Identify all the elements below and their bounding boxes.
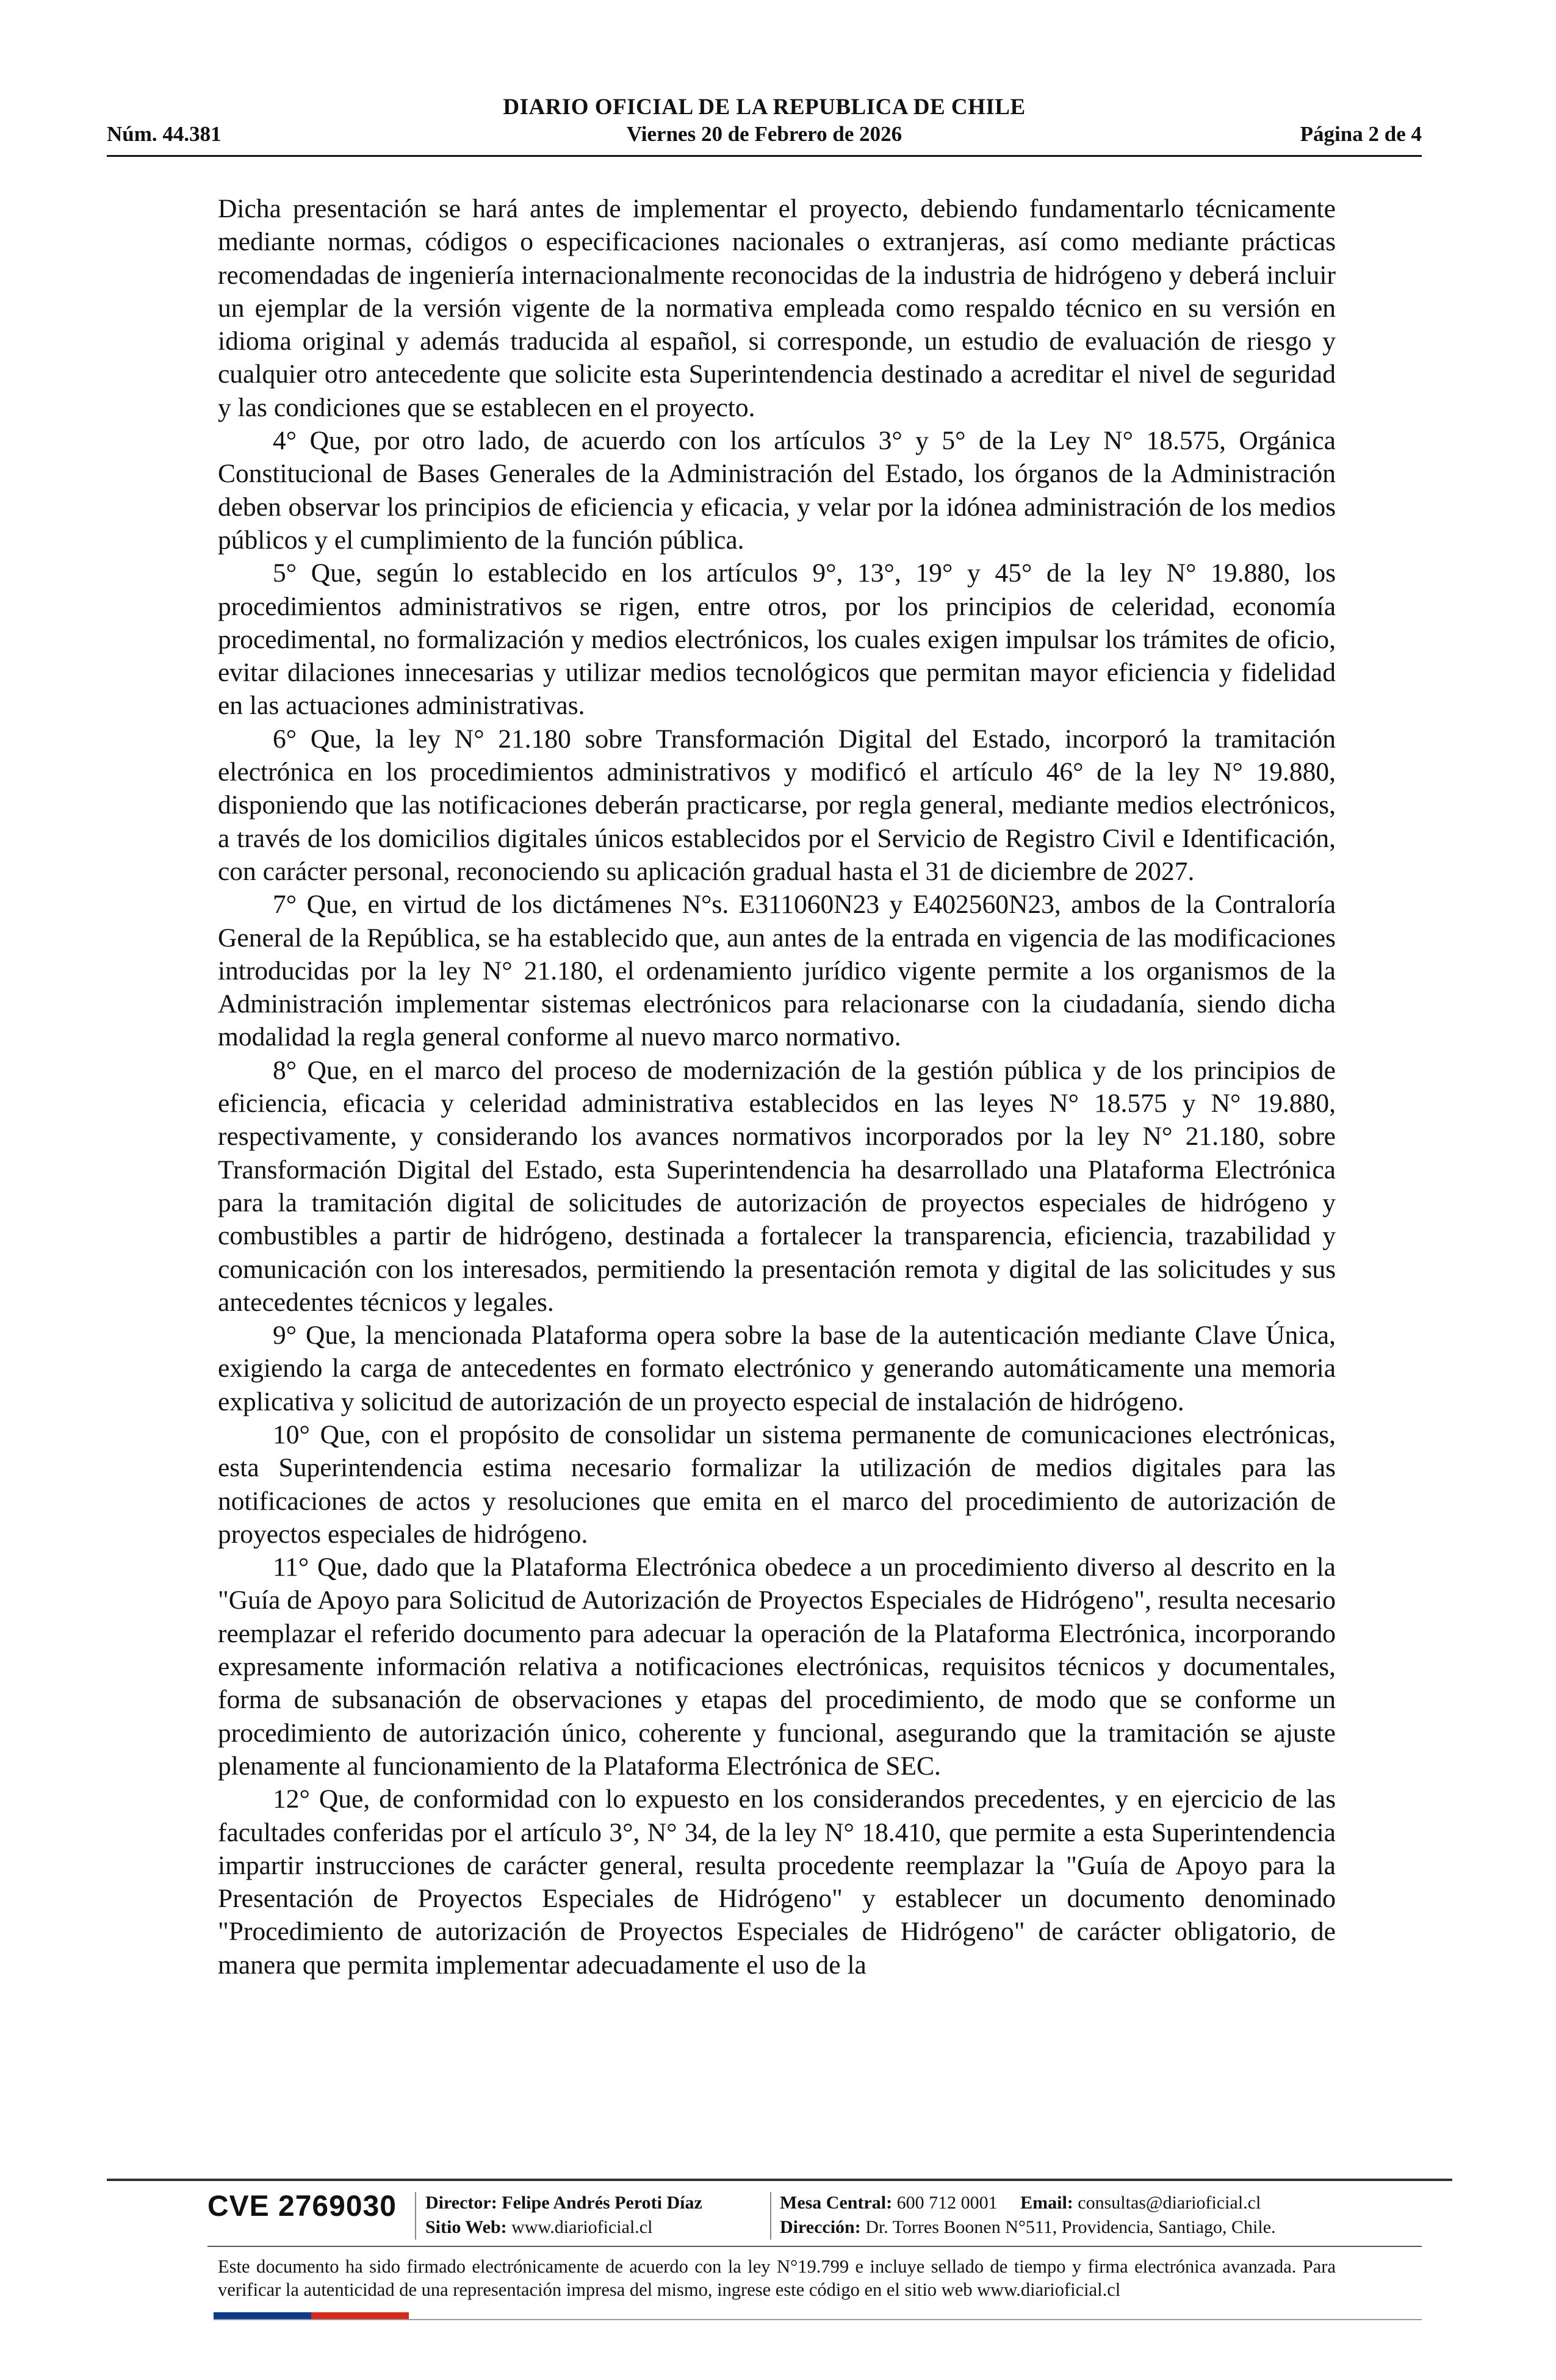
address-value: Dr. Torres Boonen N°511, Providencia, Santiago, Chile. xyxy=(865,2217,1276,2237)
footer-divider-bottom xyxy=(214,2319,1422,2320)
paragraph-4: 4° Que, por otro lado, de acuerdo con los artículos 3° y 5° de la Ley N° 18.575, Orgánica Constitucional de Bases Generales de la Administración del Estado, los órganos de la Administración deben observar los principios de eficiencia y eficacia, y velar por la idónea administración de los medios públicos y el cumplimiento de la función pública. xyxy=(218,426,1336,555)
paragraph-5: 5° Que, según lo establecido en los artículos 9°, 13°, 19° y 45° de la ley N° 19.880, los procedimientos administrativos se rigen, entre otros, por los principios de celeridad, economía procedimental, no formalización y medios electrónicos, los cuales exigen impulsar los trámites de oficio, evitar dilaciones innecesarias y utilizar medios tecnológicos que permitan mayor eficiencia y fidelidad en las actuaciones administrativas. xyxy=(218,558,1336,721)
director-label: Director: xyxy=(425,2193,497,2213)
paragraph-continuation: Dicha presentación se hará antes de implementar el proyecto, debiendo fundamentarlo técnicamente mediante normas, códigos o especificaciones nacionales o extranjeras, así como mediante prácticas recomendadas de ingeniería internacionalmente reconocidas de la industria de hidrógeno y deberá incluir un ejemplar de la versión vigente de la normativa empleada como respaldo técnico en su versión en idioma original y además traducida al español, si corresponde, un estudio de evaluación de riesgo y cualquier otro antecedente que solicite esta Superintendencia destinado a acreditar el nivel de seguridad y las condiciones que se establecen en el proyecto. xyxy=(218,194,1336,422)
footer-director-block xyxy=(425,2191,702,2240)
page-number: Página 2 de 4 xyxy=(1300,122,1422,146)
page-header xyxy=(107,92,1422,157)
signature-disclaimer: Este documento ha sido firmado electrónicamente de acuerdo con la ley N°19.799 e incluye sellado de tiempo y firma electrónica avanzada. Para verificar la autenticidad de una representación impresa del mismo, ingrese este código en el sitio web www.diarioficial.cl xyxy=(218,2256,1336,2300)
footer-divider-top xyxy=(107,2179,1452,2181)
email-label: Email: xyxy=(1020,2193,1073,2213)
footer-separator xyxy=(770,2192,771,2240)
mesa-central-phone: 600 712 0001 xyxy=(896,2193,998,2213)
footer-contact-block xyxy=(780,2191,1276,2240)
mesa-central-label: Mesa Central: xyxy=(780,2193,893,2213)
paragraph-9: 9° Que, la mencionada Plataforma opera sobre la base de la autenticación mediante Clave Única, exigiendo la carga de antecedentes en formato electrónico y generando automáticamente una memoria explicativa y solicitud de autorización de un proyecto especial de instalación de hidrógeno. xyxy=(218,1321,1336,1416)
address-label: Dirección: xyxy=(780,2217,861,2237)
paragraph-6: 6° Que, la ley N° 21.180 sobre Transformación Digital del Estado, incorporó la tramitación electrónica en los procedimientos administrativos y modificó el artículo 46° de la ley N° 19.880, disponiendo que las notificaciones deberán practicarse, por regla general, mediante medios electrónicos, a través de los domicilios digitales únicos establecidos por el Servicio de Registro Civil e Identificación, con carácter personal, reconociendo su aplicación gradual hasta el 31 de diciembre de 2027. xyxy=(218,724,1336,886)
footer-divider-middle xyxy=(207,2246,1422,2247)
email-address[interactable]: consultas@diarioficial.cl xyxy=(1078,2193,1261,2213)
issue-number: Núm. 44.381 xyxy=(107,122,222,146)
paragraph-7: 7° Que, en virtud de los dictámenes N°s. E311060N23 y E402560N23, ambos de la Contraloría General de la República, se ha establecido que, aun antes de la entrada en vigencia de las modificaciones introducidas por la ley N° 21.180, el ordenamiento jurídico vigente permite a los organismos de la Administración implementar sistemas electrónicos para relacionarse con la ciudadanía, siendo dicha modalidad la regla general conforme al nuevo marco normativo. xyxy=(218,890,1336,1052)
director-name: Felipe Andrés Peroti Díaz xyxy=(502,2193,702,2213)
paragraph-11: 11° Que, dado que la Plataforma Electrónica obedece a un procedimiento diverso al descrito en la "Guía de Apoyo para Solicitud de Autorización de Proyectos Especiales de Hidrógeno", resulta necesario reemplazar el referido documento para adecuar la operación de la Plataforma Electrónica, incorporando expresamente información relativa a notificaciones electrónicas, requisitos técnicos y documentales, forma de subsanación de observaciones y etapas del procedimiento, de modo que se conforme un procedimiento de autorización único, coherente y funcional, asegurando que la tramitación se ajuste plenamente al funcionamiento de la Plataforma Electrónica de SEC. xyxy=(218,1552,1336,1781)
website-label: Sitio Web: xyxy=(425,2217,507,2237)
paragraph-10: 10° Que, con el propósito de consolidar un sistema permanente de comunicaciones electrónicas, esta Superintendencia estima necesario formalizar la utilización de medios digitales para las notificaciones de actos y resoluciones que emita en el marco del procedimiento de autorización de proyectos especiales de hidrógeno. xyxy=(218,1419,1336,1549)
paragraph-8: 8° Que, en el marco del proceso de modernización de la gestión pública y de los principios de eficiencia, eficacia y celeridad administrativa establecidos en las leyes N° 18.575 y N° 19.880, respectivamente, y considerando los avances normativos incorporados por la ley N° 21.180, sobre Transformación Digital del Estado, esta Superintendencia ha desarrollado una Plataforma Electrónica para la tramitación digital de solicitudes de autorización de proyectos especiales de hidrógeno y combustibles a partir de hidrógeno, destinada a fortalecer la transparencia, eficiencia, trazabilidad y comunicación con los interesados, permitiendo la presentación remota y digital de las solicitudes y sus antecedentes técnicos y legales. xyxy=(218,1055,1336,1317)
paragraph-12: 12° Que, de conformidad con lo expuesto en los considerandos precedentes, y en ejercicio de las facultades conferidas por el artículo 3°, N° 34, de la ley N° 18.410, que permite a esta Superintendencia impartir instrucciones de carácter general, resulta procedente reemplazar la "Guía de Apoyo para la Presentación de Proyectos Especiales de Hidrógeno" y establecer un documento denominado "Procedimiento de autorización de Proyectos Especiales de Hidrógeno" de carácter obligatorio, de manera que permita implementar adecuadamente el uso de la xyxy=(218,1784,1336,1980)
website-link[interactable]: www.diarioficial.cl xyxy=(511,2217,653,2237)
cve-code: CVE 2769030 xyxy=(207,2190,397,2223)
issue-date: Viernes 20 de Febrero de 2026 xyxy=(626,122,902,146)
newspaper-title: DIARIO OFICIAL DE LA REPUBLICA DE CHILE xyxy=(503,95,1026,120)
document-body xyxy=(218,192,1336,1982)
footer-separator xyxy=(415,2192,416,2240)
